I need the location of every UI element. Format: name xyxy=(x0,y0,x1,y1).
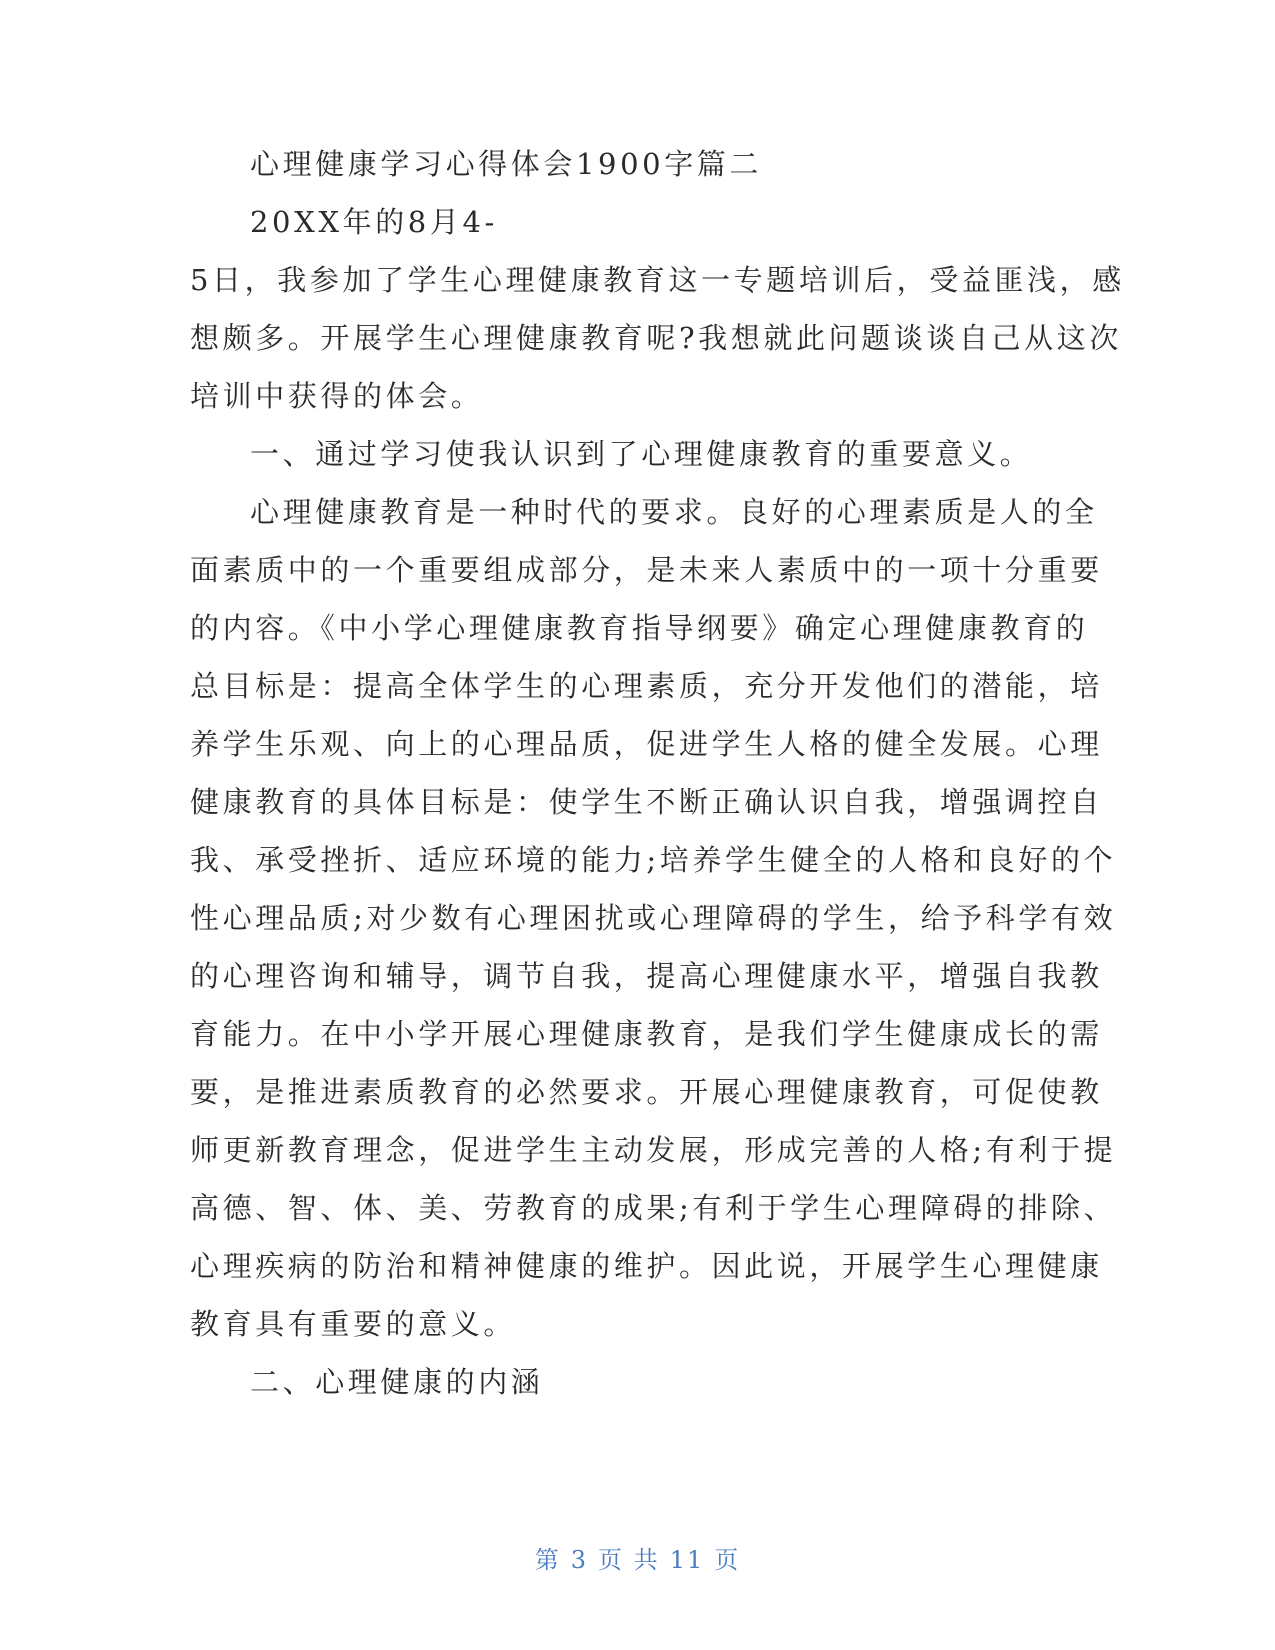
body-line: 养学生乐观、向上的心理品质，促进学生人格的健全发展。心理 xyxy=(190,727,1103,761)
section2-title: 二、心理健康的内涵 xyxy=(250,1365,544,1399)
footer-middle: 页 共 xyxy=(598,1546,660,1574)
footer-total-pages: 11 xyxy=(669,1546,705,1574)
body-line: 的内容。《中小学心理健康教育指导纲要》确定心理健康教育的 xyxy=(190,611,1089,645)
footer-suffix: 页 xyxy=(714,1546,741,1574)
body-line: 面素质中的一个重要组成部分，是未来人素质中的一项十分重要 xyxy=(190,553,1103,587)
body-line: 育能力。在中小学开展心理健康教育，是我们学生健康成长的需 xyxy=(190,1017,1103,1051)
body-line: 师更新教育理念，促进学生主动发展，形成完善的人格;有利于提 xyxy=(190,1133,1117,1167)
body-line: 的心理咨询和辅导，调节自我，提高心理健康水平，增强自我教 xyxy=(190,959,1103,993)
body-line: 教育具有重要的意义。 xyxy=(190,1307,517,1341)
intro-line: 培训中获得的体会。 xyxy=(190,379,484,413)
date-line: 20XX年的8月4- xyxy=(250,205,498,239)
body-line: 健康教育的具体目标是：使学生不断正确认识自我，增强调控自 xyxy=(190,785,1103,819)
body-line: 性心理品质;对少数有心理困扰或心理障碍的学生，给予科学有效 xyxy=(190,901,1117,935)
body-line: 总目标是：提高全体学生的心理素质，充分开发他们的潜能，培 xyxy=(190,669,1103,703)
document-heading: 心理健康学习心得体会1900字篇二 xyxy=(250,147,763,181)
body-line: 心理疾病的防治和精神健康的维护。因此说，开展学生心理健康 xyxy=(190,1249,1103,1283)
intro-line: 想颇多。开展学生心理健康教育呢?我想就此问题谈谈自己从这次 xyxy=(190,321,1122,355)
footer-prefix: 第 xyxy=(534,1546,561,1574)
page-footer xyxy=(0,1540,1275,1575)
body-line: 心理健康教育是一种时代的要求。良好的心理素质是人的全 xyxy=(250,495,1098,529)
body-line: 我、承受挫折、适应环境的能力;培养学生健全的人格和良好的个 xyxy=(190,843,1117,877)
body-line: 要，是推进素质教育的必然要求。开展心理健康教育，可促使教 xyxy=(190,1075,1103,1109)
intro-line: 5日，我参加了学生心理健康教育这一专题培训后，受益匪浅，感 xyxy=(190,263,1125,297)
footer-current-page: 3 xyxy=(570,1546,589,1574)
section1-title: 一、通过学习使我认识到了心理健康教育的重要意义。 xyxy=(250,437,1033,471)
body-line: 高德、智、体、美、劳教育的成果;有利于学生心理障碍的排除、 xyxy=(190,1191,1117,1225)
